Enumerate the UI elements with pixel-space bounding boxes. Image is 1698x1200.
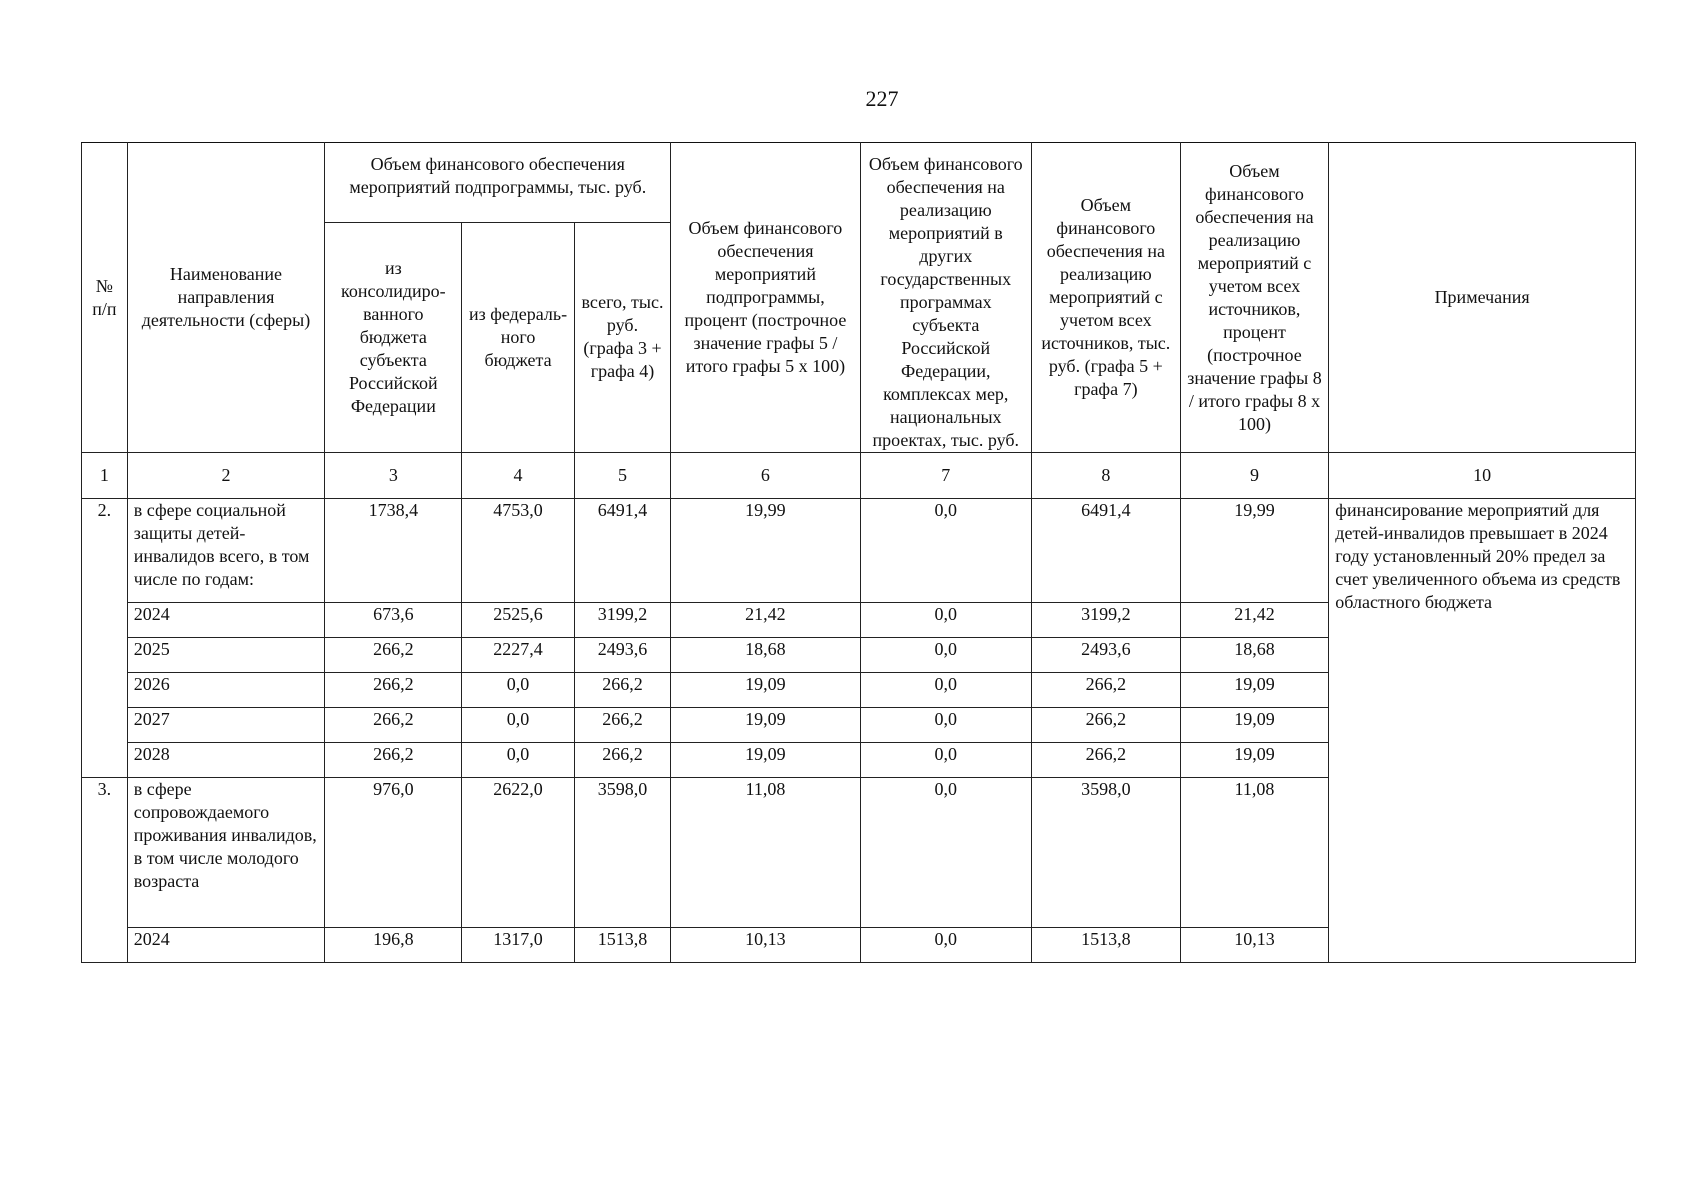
cell-percent: 19,09 bbox=[671, 708, 860, 743]
cell-percent: 10,13 bbox=[671, 928, 860, 963]
header-federal-budget: из федераль-ного бюджета bbox=[462, 222, 574, 452]
year-label: 2025 bbox=[127, 638, 324, 673]
header-direction-name: Наименование направления деятельности (сферы) bbox=[127, 143, 324, 453]
column-numbers-row bbox=[82, 453, 1636, 499]
note-cell: финансирование мероприятий для детей-инвалидов превышает в 2024 году установленный 20% предел за счет увеличенного объема из средств областного бюджета bbox=[1329, 499, 1636, 963]
header-notes: Примечания bbox=[1329, 143, 1636, 453]
cell-consolidated: 1738,4 bbox=[325, 499, 462, 603]
cell-federal: 0,0 bbox=[462, 743, 574, 778]
cell-percent: 19,99 bbox=[671, 499, 860, 603]
cell-other-programs: 0,0 bbox=[860, 743, 1032, 778]
cell-total: 1513,8 bbox=[574, 928, 671, 963]
column-number: 1 bbox=[82, 453, 128, 499]
cell-all-sources: 6491,4 bbox=[1032, 499, 1181, 603]
cell-federal: 0,0 bbox=[462, 673, 574, 708]
cell-percent: 11,08 bbox=[671, 778, 860, 928]
header-all-sources-total: Объем финансового обеспечения на реализацию мероприятий с учетом всех источников, тыс. руб. (графа 5 + графа 7) bbox=[1032, 143, 1181, 453]
column-number: 10 bbox=[1329, 453, 1636, 499]
cell-consolidated: 976,0 bbox=[325, 778, 462, 928]
cell-federal: 1317,0 bbox=[462, 928, 574, 963]
cell-federal: 0,0 bbox=[462, 708, 574, 743]
column-number: 6 bbox=[671, 453, 860, 499]
column-number: 5 bbox=[574, 453, 671, 499]
cell-total: 266,2 bbox=[574, 708, 671, 743]
year-label: 2027 bbox=[127, 708, 324, 743]
cell-total: 266,2 bbox=[574, 743, 671, 778]
page-number: 227 bbox=[865, 86, 899, 111]
cell-total: 266,2 bbox=[574, 673, 671, 708]
cell-all-sources-percent: 11,08 bbox=[1180, 778, 1329, 928]
column-number: 2 bbox=[127, 453, 324, 499]
table-row bbox=[82, 499, 1636, 603]
cell-other-programs: 0,0 bbox=[860, 708, 1032, 743]
column-number: 3 bbox=[325, 453, 462, 499]
cell-all-sources-percent: 10,13 bbox=[1180, 928, 1329, 963]
cell-consolidated: 266,2 bbox=[325, 743, 462, 778]
column-number: 9 bbox=[1180, 453, 1329, 499]
cell-other-programs: 0,0 bbox=[860, 778, 1032, 928]
cell-total: 6491,4 bbox=[574, 499, 671, 603]
year-label: 2028 bbox=[127, 743, 324, 778]
header-consolidated-budget: из консолидиро-ванного бюджета субъекта Российской Федерации bbox=[325, 222, 462, 452]
cell-consolidated: 266,2 bbox=[325, 673, 462, 708]
cell-all-sources: 1513,8 bbox=[1032, 928, 1181, 963]
cell-all-sources: 3199,2 bbox=[1032, 603, 1181, 638]
column-number: 8 bbox=[1032, 453, 1181, 499]
cell-all-sources-percent: 19,09 bbox=[1180, 673, 1329, 708]
cell-all-sources: 266,2 bbox=[1032, 673, 1181, 708]
cell-other-programs: 0,0 bbox=[860, 928, 1032, 963]
column-number: 4 bbox=[462, 453, 574, 499]
year-label: 2024 bbox=[127, 928, 324, 963]
cell-other-programs: 0,0 bbox=[860, 603, 1032, 638]
cell-other-programs: 0,0 bbox=[860, 673, 1032, 708]
cell-total: 3199,2 bbox=[574, 603, 671, 638]
direction-name: в сфере сопровождаемого проживания инвалидов, в том числе молодого возраста bbox=[127, 778, 324, 928]
cell-percent: 19,09 bbox=[671, 743, 860, 778]
cell-all-sources-percent: 19,09 bbox=[1180, 743, 1329, 778]
cell-percent: 21,42 bbox=[671, 603, 860, 638]
cell-all-sources: 266,2 bbox=[1032, 708, 1181, 743]
cell-federal: 4753,0 bbox=[462, 499, 574, 603]
cell-federal: 2227,4 bbox=[462, 638, 574, 673]
column-number: 7 bbox=[860, 453, 1032, 499]
year-label: 2026 bbox=[127, 673, 324, 708]
cell-all-sources-percent: 19,99 bbox=[1180, 499, 1329, 603]
financing-table bbox=[81, 142, 1636, 963]
cell-all-sources-percent: 21,42 bbox=[1180, 603, 1329, 638]
header-subprogram-financing-group: Объем финансового обеспечения мероприятий подпрограммы, тыс. руб. bbox=[325, 143, 671, 223]
cell-all-sources-percent: 18,68 bbox=[1180, 638, 1329, 673]
row-number: 3. bbox=[82, 778, 128, 963]
year-label: 2024 bbox=[127, 603, 324, 638]
direction-name: в сфере социальной защиты детей-инвалидов всего, в том числе по годам: bbox=[127, 499, 324, 603]
header-number: № п/п bbox=[82, 143, 128, 453]
header-all-sources-percent: Объем финансового обеспечения на реализацию мероприятий с учетом всех источников, процент (построчное значение графы 8 / итого графы 8 х 100) bbox=[1180, 143, 1329, 453]
cell-consolidated: 673,6 bbox=[325, 603, 462, 638]
cell-consolidated: 196,8 bbox=[325, 928, 462, 963]
cell-all-sources: 266,2 bbox=[1032, 743, 1181, 778]
cell-all-sources: 2493,6 bbox=[1032, 638, 1181, 673]
cell-consolidated: 266,2 bbox=[325, 708, 462, 743]
cell-all-sources: 3598,0 bbox=[1032, 778, 1181, 928]
cell-other-programs: 0,0 bbox=[860, 638, 1032, 673]
cell-percent: 19,09 bbox=[671, 673, 860, 708]
cell-federal: 2622,0 bbox=[462, 778, 574, 928]
header-total: всего, тыс. руб. (графа 3 + графа 4) bbox=[574, 222, 671, 452]
cell-other-programs: 0,0 bbox=[860, 499, 1032, 603]
cell-total: 2493,6 bbox=[574, 638, 671, 673]
header-other-programs: Объем финансового обеспечения на реализацию мероприятий в других государственных программах субъекта Российской Федерации, комплексах мер, национальных проектах, тыс. руб. bbox=[860, 143, 1032, 453]
cell-consolidated: 266,2 bbox=[325, 638, 462, 673]
row-number: 2. bbox=[82, 499, 128, 778]
cell-federal: 2525,6 bbox=[462, 603, 574, 638]
cell-total: 3598,0 bbox=[574, 778, 671, 928]
cell-all-sources-percent: 19,09 bbox=[1180, 708, 1329, 743]
header-subprogram-percent: Объем финансового обеспечения мероприятий подпрограммы, процент (построчное значение графы 5 / итого графы 5 х 100) bbox=[671, 143, 860, 453]
cell-percent: 18,68 bbox=[671, 638, 860, 673]
